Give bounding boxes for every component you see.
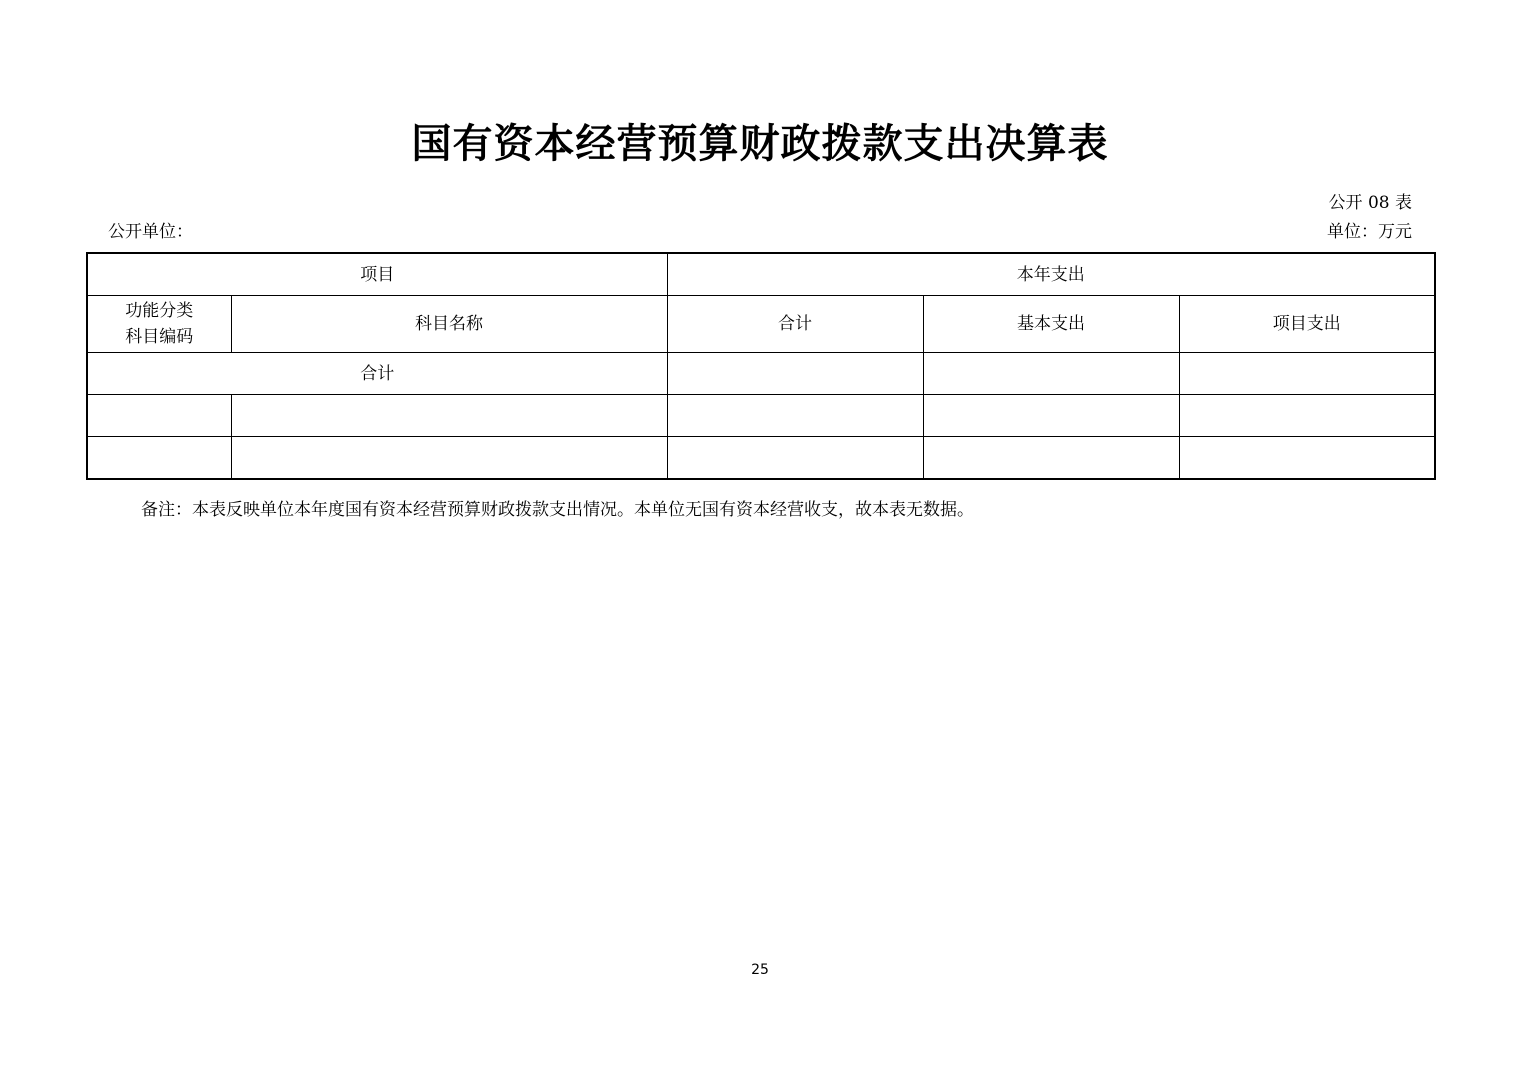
- form-number: 公开 08 表: [1328, 193, 1412, 213]
- expenditure-table: [86, 252, 1436, 480]
- total-project: [1179, 353, 1435, 395]
- page-title: 国有资本经营预算财政拨款支出决算表: [411, 121, 1109, 167]
- table-row: [87, 395, 1435, 437]
- cell-total: [667, 437, 923, 480]
- cell-name: [231, 437, 667, 480]
- reporting-unit-label: 公开单位：: [108, 222, 193, 242]
- header-basic-expense: 基本支出: [923, 296, 1179, 353]
- header-function-code: [87, 296, 231, 353]
- cell-code: [87, 395, 231, 437]
- cell-name: [231, 395, 667, 437]
- header-function-code-label: 功能分类科目编码: [125, 301, 194, 347]
- cell-code: [87, 437, 231, 480]
- total-label: 合计: [87, 353, 667, 395]
- header-subject-name: 科目名称: [231, 296, 667, 353]
- cell-total: [667, 395, 923, 437]
- table-note: 备注：本表反映单位本年度国有资本经营预算财政拨款支出情况。本单位无国有资本经营收支，故本表无数据。: [141, 500, 974, 520]
- total-sum: [667, 353, 923, 395]
- total-basic: [923, 353, 1179, 395]
- total-row: [87, 353, 1435, 395]
- header-total: 合计: [667, 296, 923, 353]
- unit-row: [108, 221, 1412, 243]
- table-header-row: [87, 253, 1435, 296]
- currency-unit-label: 单位：万元: [1327, 222, 1412, 242]
- cell-project: [1179, 395, 1435, 437]
- page-number: 25: [751, 962, 769, 978]
- table-subheader-row: [87, 296, 1435, 353]
- header-project-expense: 项目支出: [1179, 296, 1435, 353]
- cell-project: [1179, 437, 1435, 480]
- header-project: 项目: [87, 253, 667, 296]
- cell-basic: [923, 437, 1179, 480]
- table-row: [87, 437, 1435, 480]
- cell-basic: [923, 395, 1179, 437]
- header-year-expense: 本年支出: [667, 253, 1435, 296]
